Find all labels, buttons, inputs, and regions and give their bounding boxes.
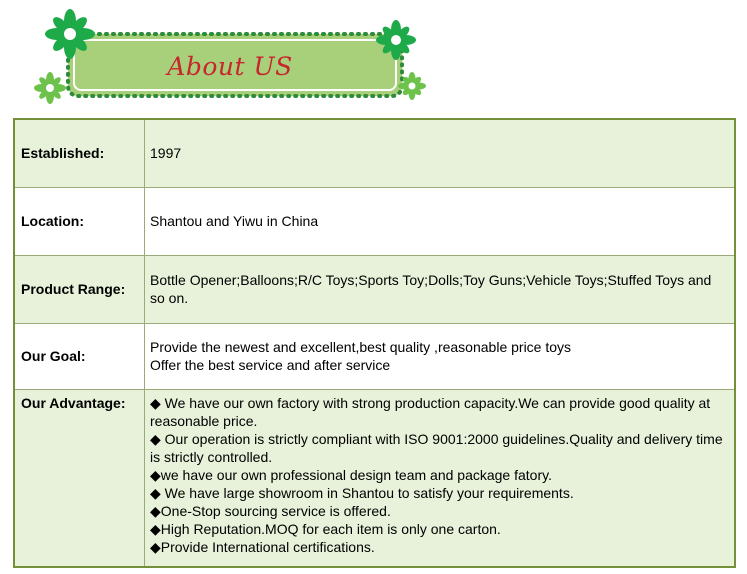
row-value xyxy=(145,187,736,255)
value-line: 1997 xyxy=(150,145,182,162)
value-line: Offer the best service and after service xyxy=(150,357,391,373)
about-us-banner xyxy=(30,4,430,108)
row-label: Our Goal: xyxy=(14,323,145,389)
value-line: ◆we have our own professional design team and package fatory. xyxy=(150,466,552,483)
table-row xyxy=(14,255,735,323)
table-row xyxy=(14,389,735,567)
row-value xyxy=(145,323,736,389)
value-line: Shantou and Yiwu in China xyxy=(150,213,319,229)
flower-icon xyxy=(398,72,426,100)
row-label: Product Range: xyxy=(14,255,145,323)
value-line: ◆Provide International certifications. xyxy=(150,538,375,555)
value-line: ◆ We have large showroom in Shantou to satisfy your requirements. xyxy=(150,484,574,501)
table-row xyxy=(14,119,735,187)
row-value xyxy=(145,255,736,323)
value-line: Bottle Opener;Balloons;R/C Toys;Sports Toy;Dolls;Toy Guns;Vehicle Toys;Stuffed Toys and so on. xyxy=(150,272,712,306)
row-label: Established: xyxy=(14,119,145,187)
value-line: ◆ Our operation is strictly compliant with ISO 9001:2000 guidelines.Quality and delivery time is strictly controlled. xyxy=(150,430,723,465)
row-label: Location: xyxy=(14,187,145,255)
row-label: Our Advantage: xyxy=(14,389,145,567)
banner-title: About US xyxy=(167,52,293,81)
value-line: Provide the newest and excellent,best quality ,reasonable price toys xyxy=(150,339,572,355)
company-info-table xyxy=(13,118,736,568)
flower-icon xyxy=(34,72,66,104)
value-line: ◆High Reputation.MOQ for each item is only one carton. xyxy=(150,520,501,537)
row-value xyxy=(145,119,736,187)
table-row xyxy=(14,187,735,255)
value-line: ◆ We have our own factory with strong production capacity.We can provide good quality at reasonable price. xyxy=(150,394,711,429)
value-line: ◆One-Stop sourcing service is offered. xyxy=(150,502,391,519)
row-value xyxy=(145,389,736,567)
table-row xyxy=(14,323,735,389)
